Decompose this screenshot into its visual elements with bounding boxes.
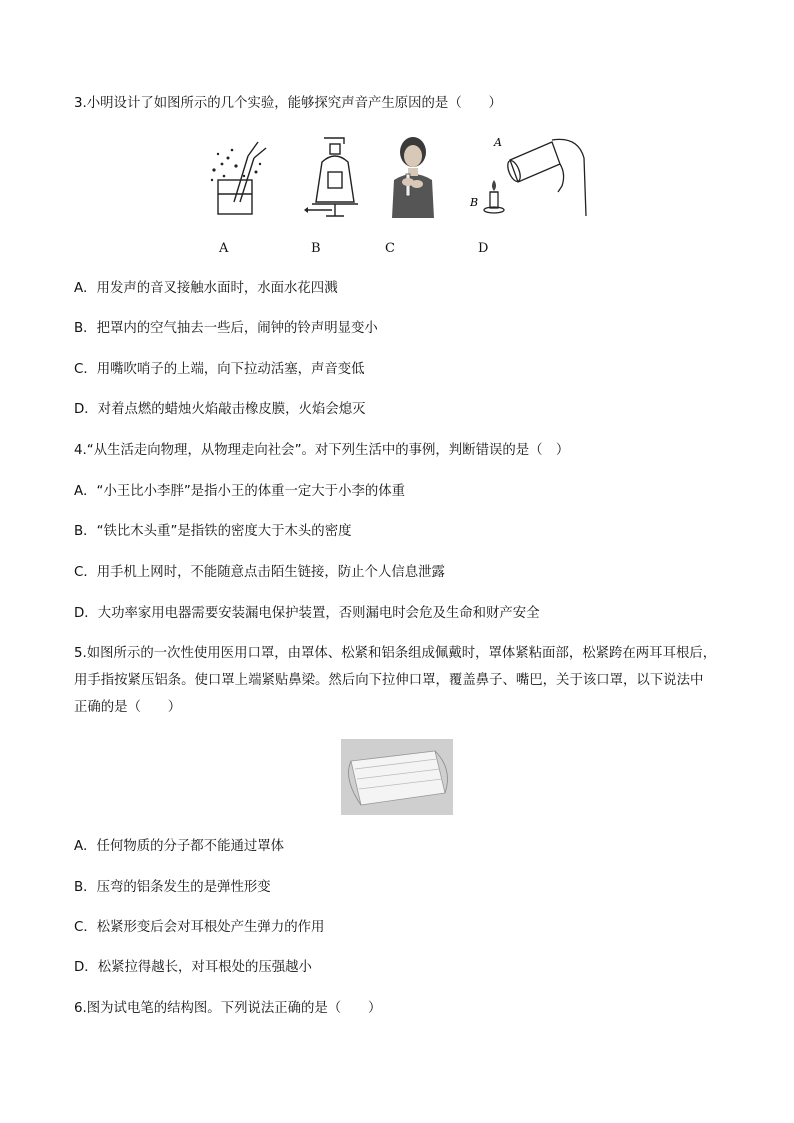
q5-option-b: B．压弯的铝条发生的是弹性形变 xyxy=(74,880,271,895)
figure-a-tuning-fork xyxy=(208,136,276,222)
q4-option-d: D．大功率家用电器需要安装漏电保护装置，否则漏电时会危及生命和财产安全 xyxy=(74,606,540,621)
q5-stem-line-1: 5.如图所示的一次性使用医用口罩，由罩体、松紧和铝条组成佩戴时，罩体紧粘面部，松紧跨在两耳耳根后， xyxy=(74,646,717,661)
q4-option-c: C．用手机上网时，不能随意点击陌生链接，防止个人信息泄露 xyxy=(74,565,445,580)
q3-option-d: D．对着点燃的蜡烛火焰敲击橡皮膜，火焰会熄灭 xyxy=(74,402,366,417)
q5-option-a: A．任何物质的分子都不能通过罩体 xyxy=(74,839,285,854)
q3-stem: 3.小明设计了如图所示的几个实验，能够探究声音产生原因的是（ ） xyxy=(74,96,502,111)
q4-option-a: A．“小王比小李胖”是指小王的体重一定大于小李的体重 xyxy=(74,484,406,499)
q5-option-c: C．松紧形变后会对耳根处产生弹力的作用 xyxy=(74,920,325,935)
q3-option-c: C．用嘴吹哨子的上端，向下拉动活塞，声音变低 xyxy=(74,362,365,377)
figure-label-c: C xyxy=(385,241,395,256)
figure-label-a: A xyxy=(219,241,229,256)
figure-d-candle-tube xyxy=(466,130,590,222)
figure-d-tag-a: A xyxy=(494,136,502,149)
figure-label-b: B xyxy=(311,241,321,256)
figure-c-girl-whistle xyxy=(384,134,442,218)
figure-mask-photo xyxy=(341,739,453,815)
q5-option-d: D．松紧拉得越长，对耳根处的压强越小 xyxy=(74,960,312,975)
figure-d-tag-b: B xyxy=(470,196,479,209)
figure-label-d: D xyxy=(478,241,489,256)
q3-option-a: A．用发声的音叉接触水面时，水面水花四溅 xyxy=(74,281,338,296)
q3-option-b: B．把罩内的空气抽去一些后，闹钟的铃声明显变小 xyxy=(74,321,378,336)
q5-stem-line-2: 用手指按紧压铝条。使口罩上端紧贴鼻梁。然后向下拉伸口罩，覆盖鼻子、嘴巴，关于该口罩，以下说法中 xyxy=(74,673,704,688)
q4-stem: 4.“从生活走向物理，从物理走向社会”。对下列生活中的事例，判断错误的是（ ） xyxy=(74,443,570,458)
figure-b-bell-jar xyxy=(304,132,370,222)
q4-option-b: B．“铁比木头重”是指铁的密度大于木头的密度 xyxy=(74,524,352,539)
q5-stem-line-3: 正确的是（ ） xyxy=(74,700,182,715)
q6-stem: 6.图为试电笔的结构图。下列说法正确的是（ ） xyxy=(74,1001,382,1016)
